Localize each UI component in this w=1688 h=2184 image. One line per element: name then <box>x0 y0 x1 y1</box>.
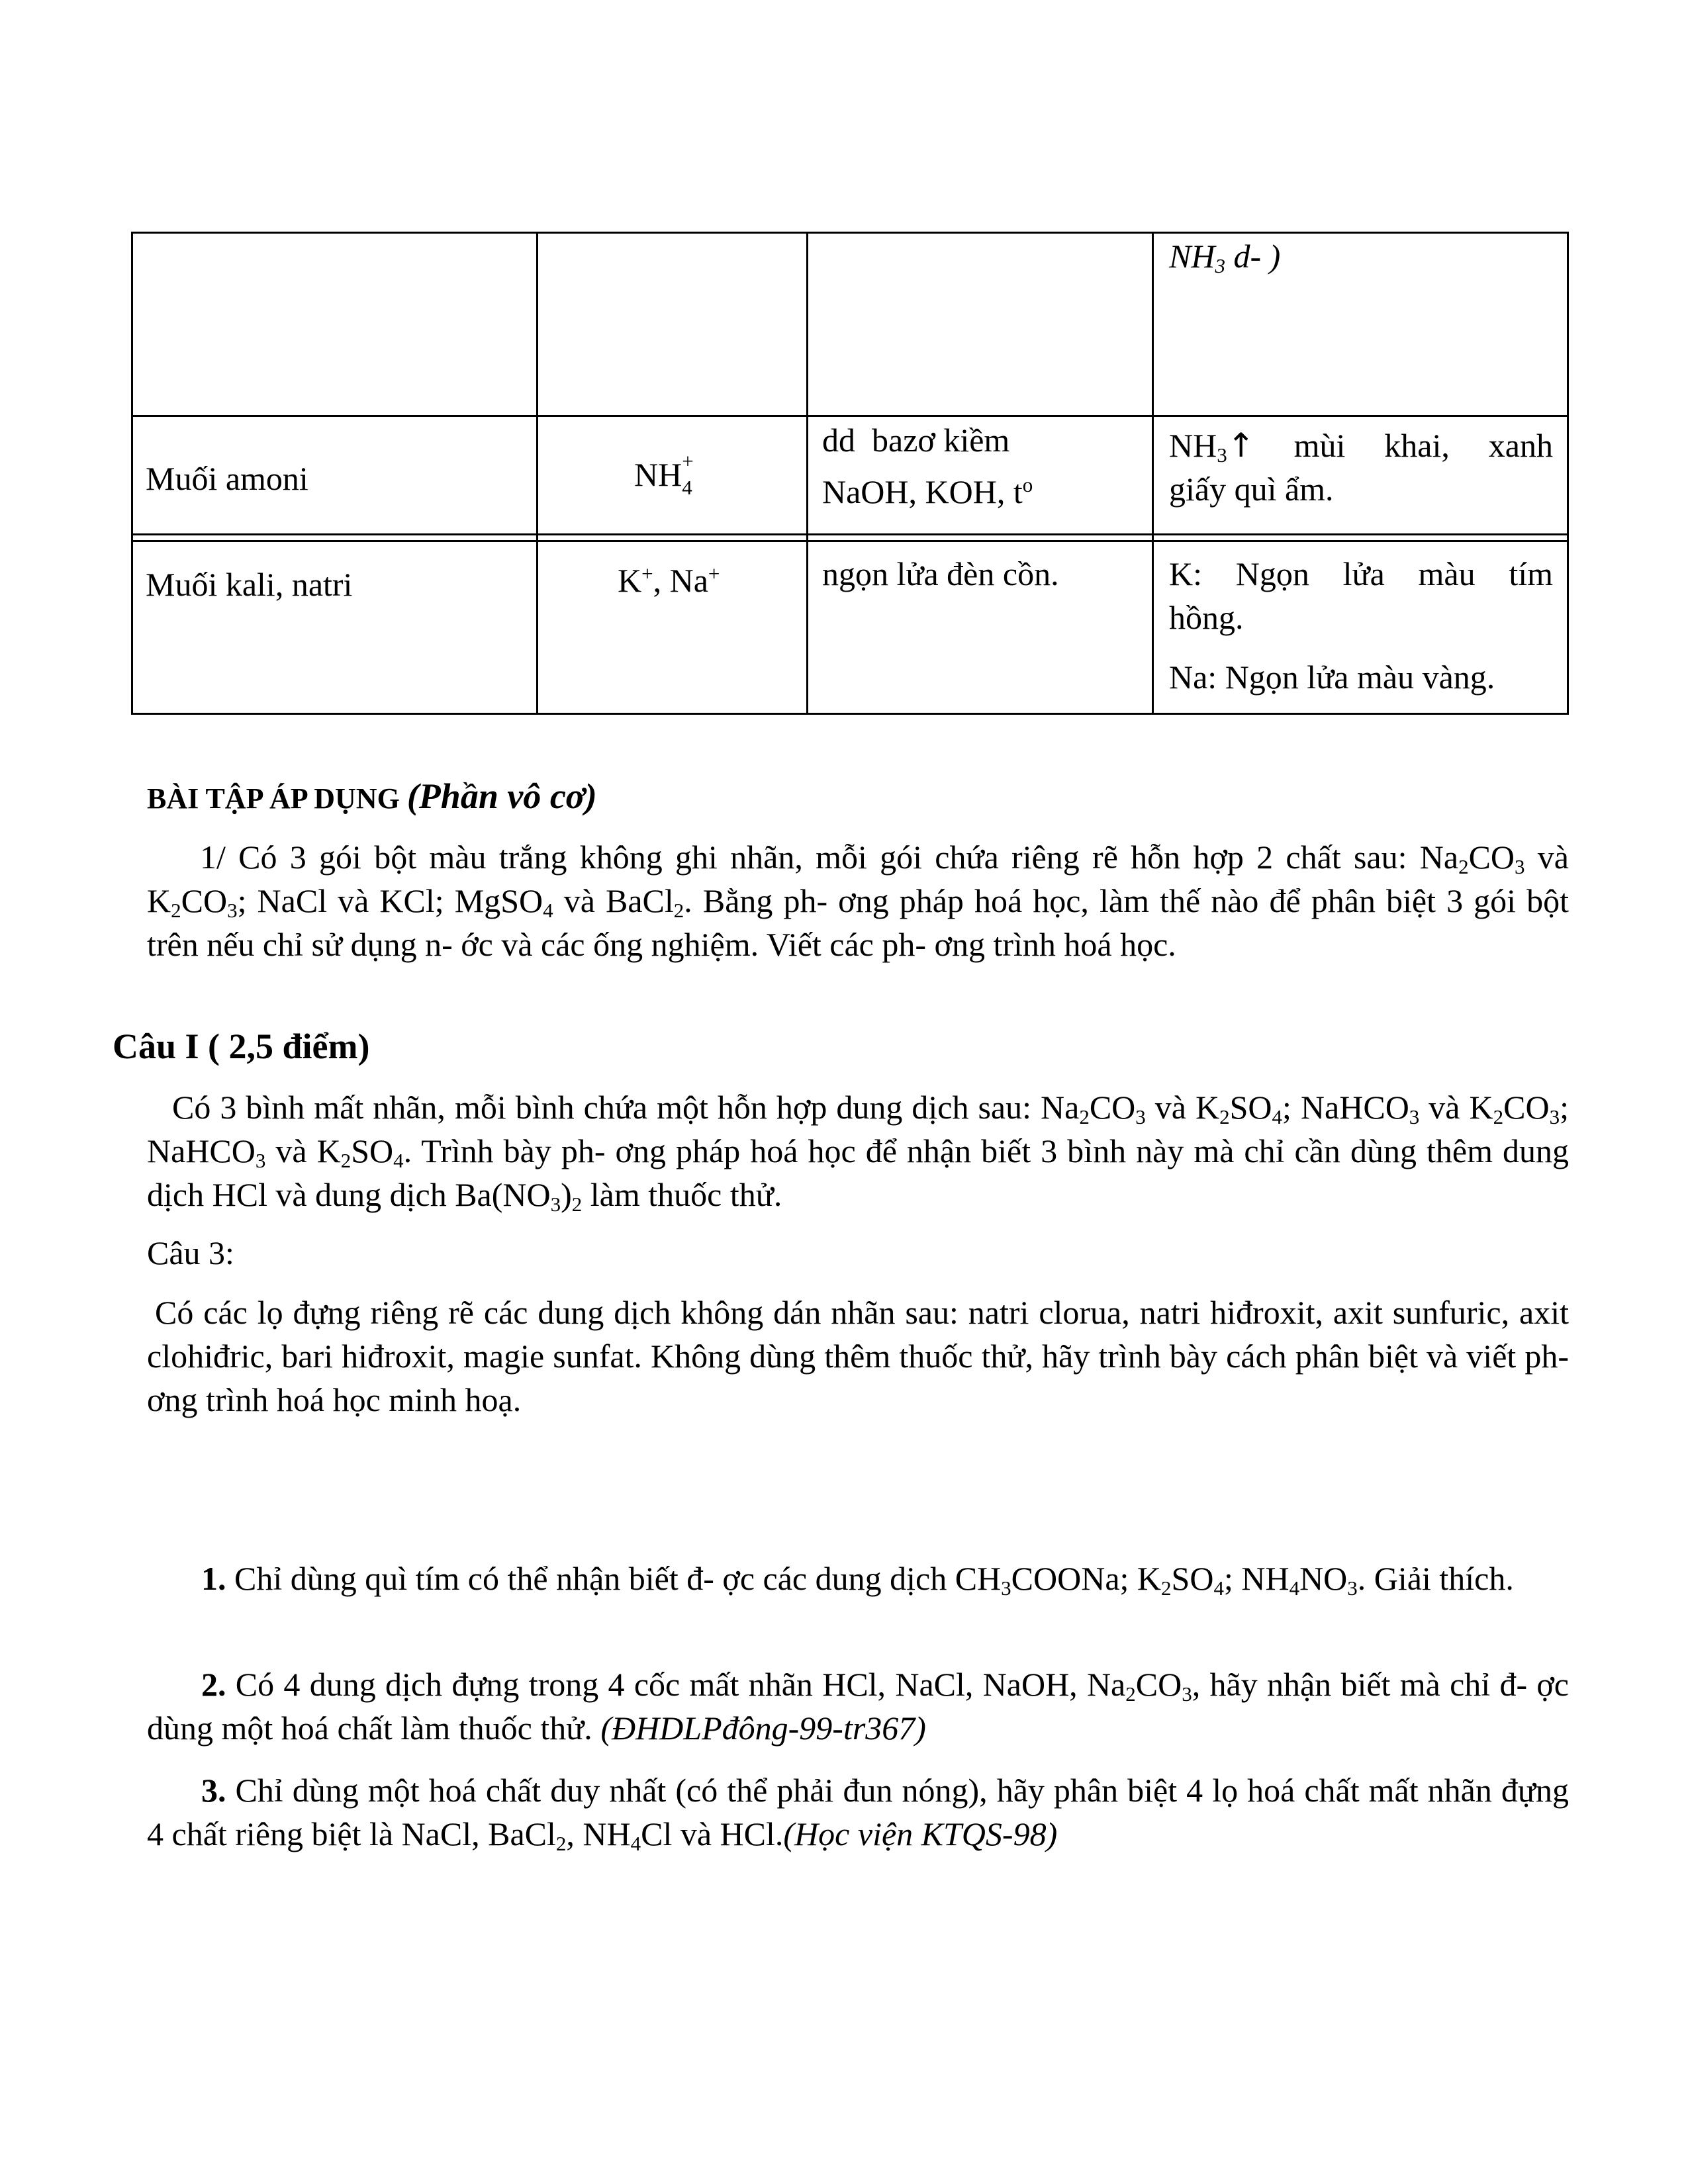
table-row-0-result <box>1169 234 1553 278</box>
formula-base: NH <box>1169 427 1217 464</box>
ion-base: NH <box>634 456 682 493</box>
section-subheading: (Phần vô cơ) <box>406 776 597 816</box>
table-border-top <box>131 232 1569 234</box>
table-row-2-result-line1: K: Ngọn lửa màu tím <box>1169 555 1553 592</box>
table-row-1-result-line2: giấy quì ẩm. <box>1169 471 1334 508</box>
section-heading: BÀI TẬP ÁP DỤNG (Phần vô cơ) <box>147 776 597 816</box>
exercise-number: 2. <box>201 1666 226 1703</box>
source-citation: (Học viện KTQS-98) <box>783 1815 1058 1852</box>
formula-subscript: 3 <box>1215 253 1225 277</box>
table-row-1-reagent-line1: dd bazơ kiềm <box>822 422 1010 459</box>
exercise-2-paragraph: 2. Có 4 dung dịch đựng trong 4 cốc mất nhãn HCl, NaCl, NaOH, $Na_2CO_3$, hãy nhận biết mà chỉ đ- ợc dùng một hoá chất làm thuốc thử. (ĐHDLPđông-99-tr367) <box>147 1666 1570 1747</box>
cau-1-paragraph: Có 3 bình mất nhãn, mỗi bình chứa một hỗn hợp dung dịch sau: $Na_2CO_3$ và $K_2SO_4$; NaHCO$_3$ và $K_2CO_3$; NaHCO$_3$ và $K_2SO_4$. Trình bày ph- ơng pháp hoá học để nhận biết 3 bình này mà chỉ cần dùng thêm dung dịch HCl và dung dịch $Ba(NO_3)_2$ làm thuốc thử. <box>147 1089 1569 1216</box>
table-row-1-name: Muối amoni <box>146 460 308 497</box>
table-col-divider <box>1152 232 1154 715</box>
table-col-divider <box>806 232 808 715</box>
table-border-right <box>1567 232 1569 715</box>
cau-1-heading: Câu I ( 2,5 điểm) <box>113 1026 370 1066</box>
table-row-2-result-line3: Na: Ngọn lửa màu vàng. <box>1169 659 1495 696</box>
cau-3-label: Câu 3: <box>147 1234 234 1271</box>
table-row-divider <box>131 540 1569 542</box>
table-row-1-ion <box>634 449 793 499</box>
exercise-number: 1. <box>201 1560 226 1597</box>
question-1-paragraph: 1/ Có 3 gói bột màu trắng không ghi nhãn, mỗi gói chứa riêng rẽ hỗn hợp 2 chất sau: $Na_2CO_3$ và $K_2CO_3$; NaCl và KCl; MgSO$_4$ và BaCl$_2$. Bằng ph- ơng pháp hoá học, làm thế nào để phân biệt 3 gói bột trên nếu chỉ sử dụng n- ớc và các ống nghiệm. Viết các ph- ơng trình hoá học. <box>147 839 1569 963</box>
table-row-divider <box>131 533 1569 535</box>
gas-arrow-icon: ↑ <box>1227 426 1255 465</box>
formula-text: d- ) <box>1225 238 1281 275</box>
table-border-left <box>131 232 133 715</box>
table-row-2-name: Muối kali, natri <box>146 566 353 603</box>
exercise-3-paragraph: 3. Chỉ dùng một hoá chất duy nhất (có thể phải đun nóng), hãy phân biệt 4 lọ hoá chất mất nhãn đựng 4 chất riêng biệt là NaCl, BaCl$_2$, $NH_4Cl$ và HCl.(Học viện KTQS-98) <box>147 1772 1569 1855</box>
exercise-1-paragraph: 1. Chỉ dùng quì tím có thể nhận biết đ- ợc các dung dịch $CH_3COONa$; $K_2SO_4$; $NH_4NO_3$. Giải thích. <box>201 1560 1514 1600</box>
formula-subscript: 3 <box>1217 443 1227 467</box>
ion-sub: 4 <box>682 476 692 499</box>
degree-sup: o <box>1022 473 1033 496</box>
table-row-2-result-line2: hồng. <box>1169 599 1244 636</box>
table-row-divider <box>131 415 1569 417</box>
reagent-table <box>131 232 1569 715</box>
table-row-1-result-line1: $NH_3↑$ mùi khai, xanh <box>1169 426 1553 467</box>
table-border-bottom <box>131 713 1569 715</box>
ion-sup: + <box>682 449 694 473</box>
table-row-1-reagent-line2: NaOH, KOH, $t^o$ <box>822 473 1033 510</box>
table-row-2-ion: K+, Na+ <box>618 561 720 599</box>
cau-3-paragraph: Có các lọ đựng riêng rẽ các dung dịch không dán nhãn sau: natri clorua, natri hiđroxit, axit sunfuric, axit clohiđric, bari hiđroxit, magie sunfat. Không dùng thêm thuốc thử, hãy trình bày cách phân biệt và viết ph- ơng trình hoá học minh hoạ. <box>147 1294 1569 1418</box>
formula-base: NH <box>1169 238 1215 275</box>
exercise-number: 3. <box>201 1772 226 1809</box>
source-citation: (ĐHDLPđông-99-tr367) <box>600 1709 926 1747</box>
table-row-2-reagent: ngọn lửa đèn cồn. <box>822 555 1059 592</box>
table-col-divider <box>536 232 538 715</box>
